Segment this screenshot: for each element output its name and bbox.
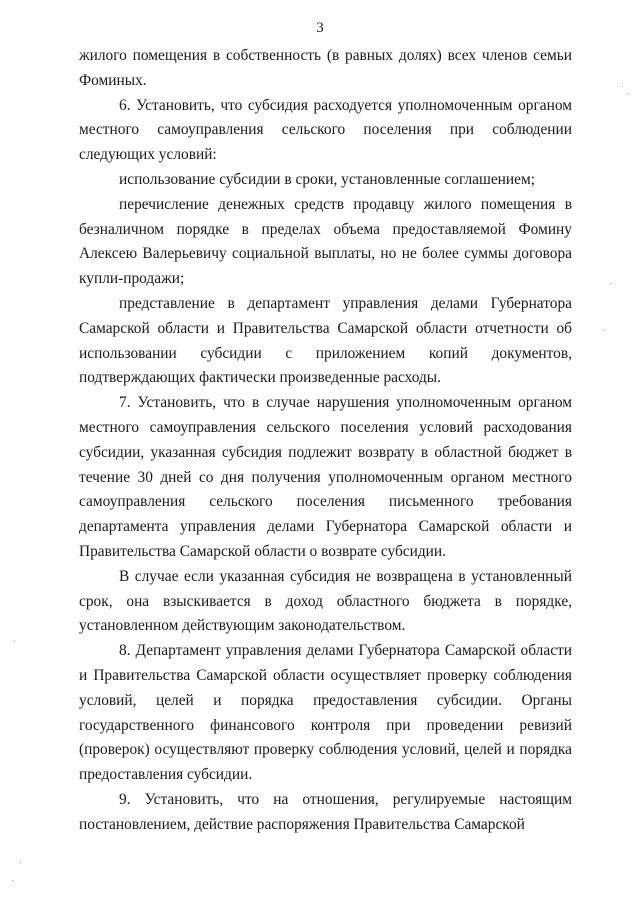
page-number: 3 xyxy=(316,20,324,36)
paragraph-item-8: 8. Департамент управления делами Губернатора Самарской области и Правительства Самарской области осуществляет проверку соблюдения условий, целей и порядка предоставления субсидии. Органы государственного финансового контроля при проведении ревизий (проверок) осуществляют проверку соблюдения условий, целей и порядка предоставления субсидии. xyxy=(79,642,572,784)
scan-speck xyxy=(20,862,21,863)
paragraph-continuation: жилого помещения в собственность (в равных долях) всех членов семьи Фоминых. xyxy=(79,47,572,89)
paragraph-item-7-recovery: В случае если указанная субсидия не возвращена в установленный срок, она взыскивается в доход областного бюджета в порядке, установленном действующим законодательством. xyxy=(79,567,572,635)
paragraph-condition-reporting: представление в департамент управления делами Губернатора Самарской области и Правительства Самарской области отчетности об использовании субсидии с приложением копий документов, подтверждающих фактически произведенные расходы. xyxy=(79,294,572,387)
scan-speck xyxy=(604,330,605,331)
scan-speck xyxy=(628,93,629,94)
paragraph-item-7: 7. Установить, что в случае нарушения уполномоченным органом местного самоуправления сельского поселения условий расходования субсидии, указанная субсидия подлежит возврату в областной бюджет в течение 30 дней со дня получения уполномоченным органом местного самоуправления сельского поселения письменного требования департамента управления делами Губернатора Самарской области и Правительства Самарской области о возврате субсидии. xyxy=(79,394,572,560)
paragraph-item-6: 6. Установить, что субсидия расходуется уполномоченным органом местного самоуправления сельского поселения при соблюдении следующих условий: xyxy=(79,96,572,164)
paragraph-condition-timing: использование субсидии в сроки, установленные соглашением; xyxy=(119,170,535,188)
document-body xyxy=(79,44,572,838)
scan-speck xyxy=(14,640,15,641)
scan-speck xyxy=(610,283,611,284)
scan-speck xyxy=(622,86,623,87)
paragraph-condition-transfer: перечисление денежных средств продавцу жилого помещения в безналичном порядке в пределах объема предоставляемой Фомину Алексею Валерьевичу социальной выплаты, но не более суммы договора купли-продажи; xyxy=(79,195,572,288)
scan-speck xyxy=(12,880,13,881)
paragraph-item-9: 9. Установить, что на отношения, регулируемые настоящим постановлением, действие распоряжения Правительства Самарской xyxy=(79,790,572,833)
